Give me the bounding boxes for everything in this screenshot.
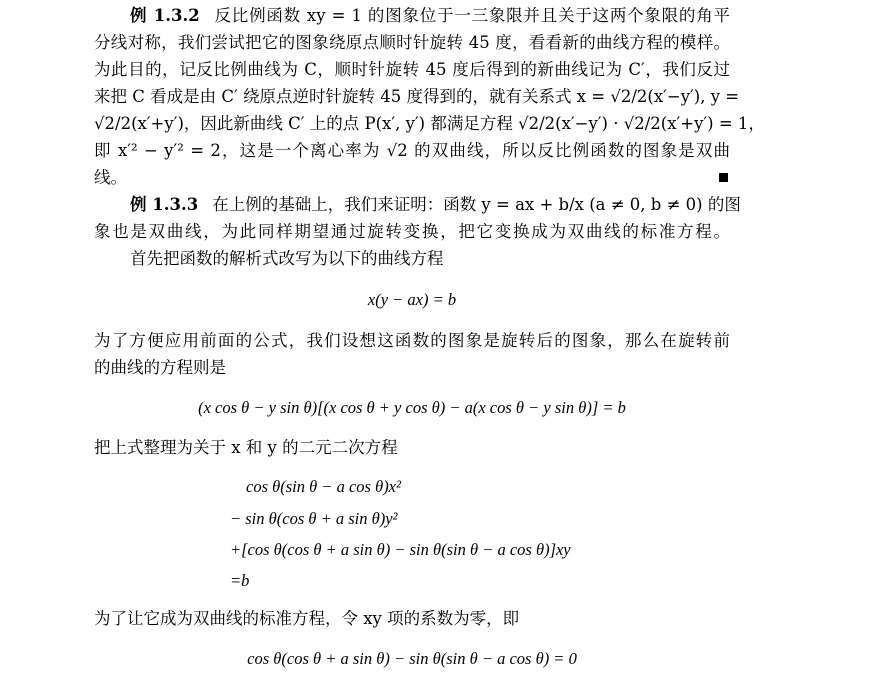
equation-rotated: (x cos θ − y sin θ)[(x cos θ + y cos θ) − a(x cos θ − y sin θ)] = b [198,398,626,417]
paragraph-rotate-line-1: 为了方便应用前面的公式，我们设想这函数的图象是旋转后的图象，那么在旋转前 [94,331,730,350]
equation-expanded-line-4: =b [230,571,250,590]
example-132-line-7: 线。 [94,164,730,191]
equation-curve: x(y − ax) = b [367,290,457,309]
qed-square-icon [719,173,728,182]
example-133-line-1: 例 1.3.3 在上例的基础上，我们来证明：函数 y = ax + b/x (a ≠ 0, b ≠ 0) 的图 [130,195,741,214]
example-132-line-4: 来把 C 看成是由 C′ 绕原点逆时针旋转 45 度得到的，就有关系式 x = √2/2(x′−y′), y = [94,87,740,106]
equation-expanded-line-1: cos θ(sin θ − a cos θ)x² [246,477,401,496]
example-133-label: 例 1.3.3 [130,195,199,214]
example-133-line-2: 象也是双曲线，为此同样期望通过旋转变换，把它变换成为双曲线的标准方程。 [94,222,730,241]
example-132-line-6: 即 x′² − y′² = 2，这是一个离心率为 √2 的双曲线，所以反比例函数的图象是双曲 [94,141,730,160]
equation-zero: cos θ(cos θ + a sin θ) − sin θ(sin θ − a cos θ) = 0 [247,649,577,668]
example-132-line-5: √2/2(x′+y′)，因此新曲线 C′ 上的点 P(x′, y′) 都满足方程 √2/2(x′−y′) · √2/2(x′+y′) = 1， [94,114,765,133]
example-132-label: 例 1.3.2 [130,6,200,25]
equation-expanded-line-2: − sin θ(cos θ + a sin θ)y² [230,509,398,528]
paragraph-rotate-line-2: 的曲线的方程则是 [94,358,226,377]
paragraph-first: 首先把函数的解析式改写为以下的曲线方程 [130,249,444,268]
example-132-line-3: 为此目的，记反比例曲线为 C，顺时针旋转 45 度后得到的新曲线记为 C′，我们反过 [94,60,730,79]
paragraph-standard: 为了让它成为双曲线的标准方程，令 xy 项的系数为零，即 [94,609,520,628]
paragraph-arrange: 把上式整理为关于 x 和 y 的二元二次方程 [94,438,398,457]
example-132-line-2: 分线对称，我们尝试把它的图象绕原点顺时针旋转 45 度，看看新的曲线方程的模样。 [94,33,730,52]
example-132-line-1: 例 1.3.2 反比例函数 xy = 1 的图象位于一三象限并且关于这两个象限的角平 [130,6,730,25]
equation-expanded-line-3: +[cos θ(cos θ + a sin θ) − sin θ(sin θ − a cos θ)]xy [230,540,571,559]
